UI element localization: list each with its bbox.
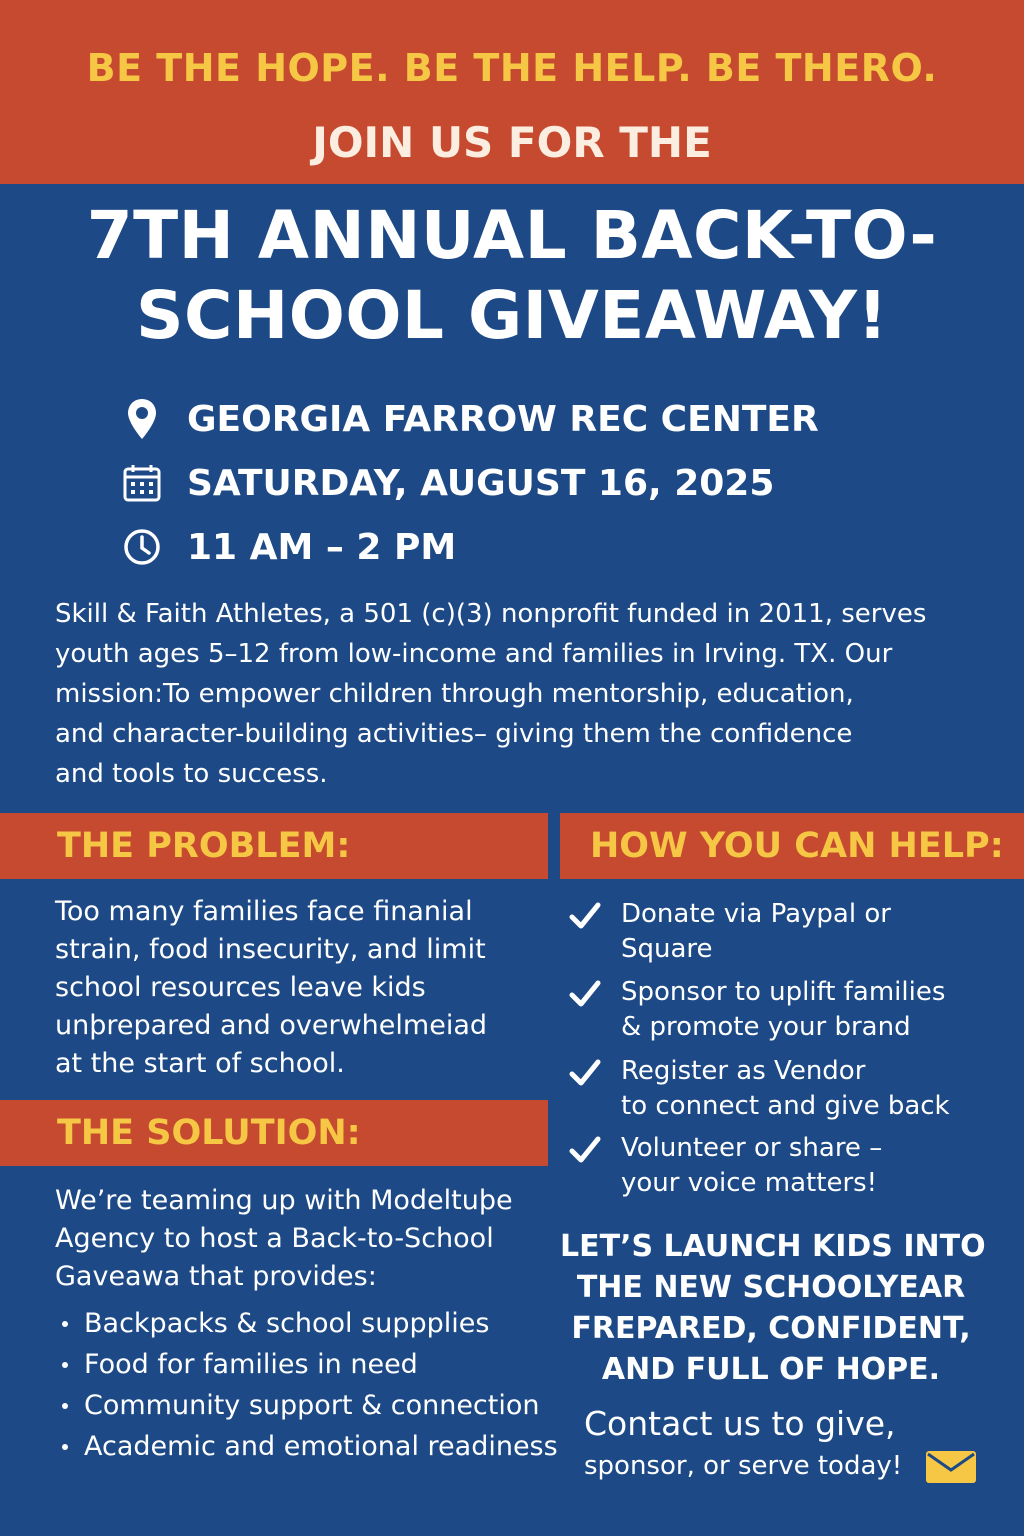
calendar-icon	[120, 461, 164, 505]
checkmark-icon	[568, 1056, 602, 1090]
help-item-line: Register as Vendor	[621, 1056, 866, 1086]
problem-line: school resources leave kids	[55, 972, 426, 1003]
checkmark-icon	[568, 977, 602, 1011]
help-item-line: Square	[621, 934, 713, 964]
list-item: Community support & connection	[62, 1385, 558, 1426]
problem-line: strain, food insecurity, and limit	[55, 934, 486, 965]
bullet-icon	[62, 1362, 68, 1368]
help-item-line: Donate via Paypal or	[621, 899, 891, 929]
mission-line: and tools to success.	[55, 759, 328, 789]
help-item-vendor	[568, 1054, 950, 1124]
mission-statement	[55, 594, 995, 794]
date-text: SATURDAY, AUGUST 16, 2025	[187, 462, 775, 504]
map-pin-icon	[120, 397, 164, 441]
help-item-line: Volunteer or share –	[621, 1133, 883, 1163]
clock-icon	[120, 525, 164, 569]
cta-line: THE NEW SCHOOLYEAR	[576, 1270, 966, 1305]
time-row	[120, 522, 456, 572]
solution-line: Gaveawa that provides:	[55, 1261, 377, 1292]
help-item-line: to connect and give back	[621, 1091, 950, 1121]
time-text: 11 AM – 2 PM	[187, 526, 457, 568]
mission-line: and character-building activities– giving them the confidence	[55, 719, 853, 749]
solution-text	[55, 1182, 513, 1296]
join-heading: JOIN US FOR THE	[312, 118, 712, 167]
contact-line: Contact us to give,	[584, 1404, 896, 1443]
problem-text	[55, 893, 487, 1083]
help-item-line: & promote your brand	[621, 1012, 911, 1042]
mission-line: youth ages 5–12 from low-income and families in Irving. TX. Our	[55, 639, 893, 669]
location-text: GEORGIA FARROW REC CENTER	[187, 398, 819, 440]
event-title-line: SCHOOL GIVEAWAY!	[136, 277, 888, 354]
help-item-line: your voice matters!	[621, 1168, 878, 1198]
list-item: Academic and emotional readiness	[62, 1426, 558, 1467]
problem-header	[0, 813, 548, 879]
help-heading: HOW YOU CAN HELP:	[590, 826, 1004, 866]
list-item: Backpacks & school suppplies	[62, 1303, 558, 1344]
call-to-action	[560, 1226, 986, 1390]
help-header	[560, 813, 1024, 879]
date-row	[120, 458, 774, 508]
solution-line: We’re teaming up with Modeltuþe	[55, 1185, 513, 1216]
location-row	[120, 394, 819, 444]
envelope-icon	[925, 1450, 977, 1484]
cta-line: FREPARED, CONFIDENT,	[571, 1311, 971, 1346]
problem-heading: THE PROBLEM:	[57, 826, 351, 866]
list-item: Food for families in need	[62, 1344, 558, 1385]
help-item-donate	[568, 897, 891, 967]
cta-line: LET’S LAUNCH KIDS INTO	[560, 1229, 986, 1264]
problem-line: at the start of school.	[55, 1048, 345, 1079]
help-item-volunteer	[568, 1131, 882, 1201]
bullet-icon	[62, 1444, 68, 1450]
cta-line: AND FULL OF HOPE.	[601, 1352, 941, 1387]
help-item-sponsor	[568, 975, 945, 1045]
contact-line: sponsor, or serve today!	[584, 1451, 903, 1481]
event-title-line: 7TH ANNUAL BACK-TO-	[86, 197, 938, 274]
solution-heading: THE SOLUTION:	[57, 1113, 361, 1153]
event-title	[0, 196, 1024, 356]
checkmark-icon	[568, 899, 602, 933]
solution-line: Agency to host a Back-to-School	[55, 1223, 494, 1254]
problem-line: Too many families face finanial	[55, 896, 473, 927]
problem-line: unþrepared and overwhelmeiad	[55, 1010, 487, 1041]
solution-list	[62, 1303, 558, 1467]
tagline: BE THE HOPE. BE THE HELP. BE THERO.	[86, 46, 938, 90]
bullet-icon	[62, 1321, 68, 1327]
mission-line: mission:To empower children through mentorship, education,	[55, 679, 854, 709]
bullet-icon	[62, 1403, 68, 1409]
help-item-line: Sponsor to uplift families	[621, 977, 946, 1007]
checkmark-icon	[568, 1133, 602, 1167]
mission-line: Skill & Faith Athletes, a 501 (c)(3) nonprofit funded in 2011, serves	[55, 599, 927, 629]
solution-header	[0, 1100, 548, 1166]
